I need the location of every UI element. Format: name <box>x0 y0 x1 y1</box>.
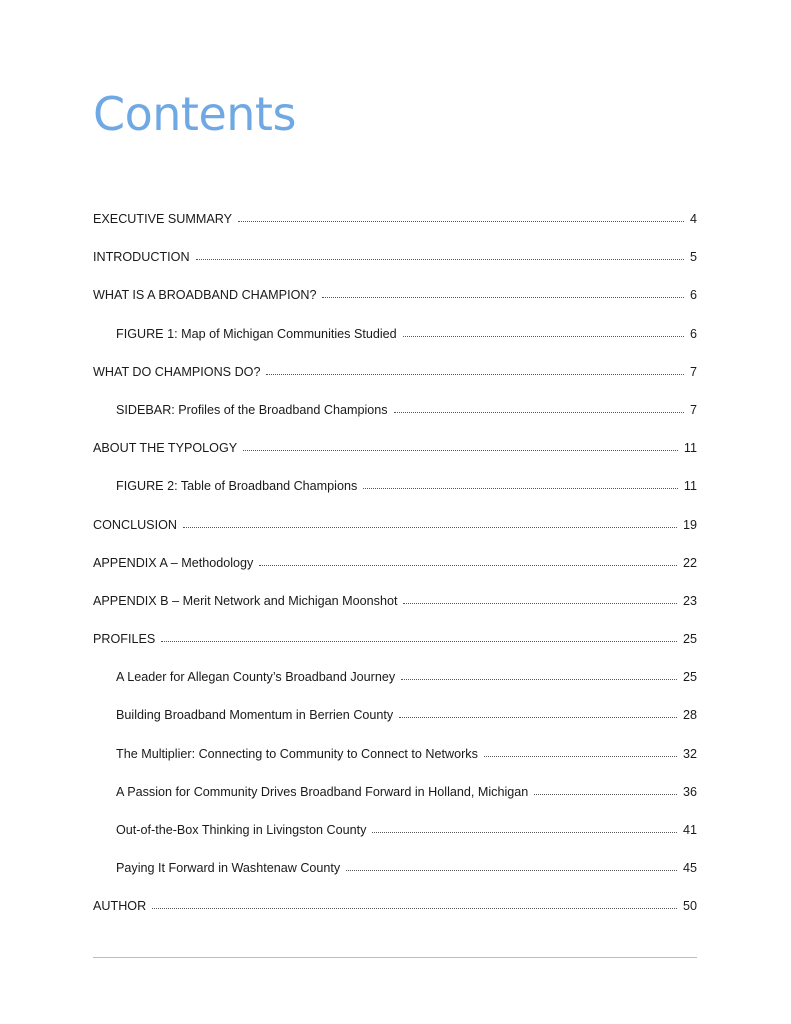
toc-entry-label: WHAT DO CHAMPIONS DO? <box>93 364 261 379</box>
toc-entry-label: FIGURE 1: Map of Michigan Communities Studied <box>116 326 397 341</box>
toc-entry-introduction[interactable] <box>93 247 697 285</box>
toc-entry-author[interactable] <box>93 896 697 934</box>
toc-entry-label: The Multiplier: Connecting to Community to Connect to Networks <box>116 746 478 761</box>
footer-divider <box>93 957 697 958</box>
toc-entry-label: CONCLUSION <box>93 517 177 532</box>
toc-page-number: 32 <box>682 746 697 761</box>
toc-page-number: 50 <box>682 899 697 914</box>
toc-entry-sidebar-profiles[interactable] <box>93 400 697 438</box>
toc-dot-leader <box>403 602 677 604</box>
toc-page-number: 7 <box>689 364 697 379</box>
toc-page-number: 28 <box>682 708 697 723</box>
toc-dot-leader <box>266 373 684 375</box>
toc-dot-leader <box>196 258 684 260</box>
toc-dot-leader <box>259 564 677 566</box>
toc-entry-label: A Leader for Allegan County’s Broadband Journey <box>116 670 396 685</box>
toc-entry-label: EXECUTIVE SUMMARY <box>93 212 233 226</box>
toc-page-number: 7 <box>689 402 697 417</box>
toc-entry-label: A Passion for Community Drives Broadband Forward in Holland, Michigan <box>116 784 529 799</box>
toc-page-number: 11 <box>683 479 697 494</box>
toc-entry-profile-berrien[interactable] <box>93 705 697 743</box>
toc-entry-what-do-champions-do[interactable] <box>93 362 697 400</box>
toc-dot-leader <box>346 869 677 871</box>
toc-dot-leader <box>394 411 684 413</box>
toc-entry-appendix-b[interactable] <box>93 591 697 629</box>
table-of-contents <box>93 209 697 935</box>
toc-entry-profile-allegan[interactable] <box>93 667 697 705</box>
toc-entry-label: APPENDIX A – Methodology <box>93 555 254 570</box>
toc-dot-leader <box>183 526 677 528</box>
toc-page-number: 11 <box>683 441 697 456</box>
toc-dot-leader <box>152 907 677 909</box>
toc-entry-label: Building Broadband Momentum in Berrien County <box>116 708 394 723</box>
toc-entry-appendix-a[interactable] <box>93 553 697 591</box>
toc-page-number: 6 <box>689 326 697 341</box>
toc-page-number: 45 <box>682 861 697 876</box>
toc-entry-label: APPENDIX B – Merit Network and Michigan Moonshot <box>93 593 398 608</box>
toc-page-number: 25 <box>682 670 697 685</box>
toc-entry-profile-livingston[interactable] <box>93 820 697 858</box>
toc-entry-figure-1[interactable] <box>93 324 697 362</box>
toc-dot-leader <box>403 335 684 337</box>
toc-dot-leader <box>534 793 677 795</box>
toc-page-number: 22 <box>682 555 697 570</box>
toc-page-number: 41 <box>682 823 697 837</box>
toc-entry-figure-2[interactable] <box>93 476 697 514</box>
toc-entry-label: PROFILES <box>93 632 156 647</box>
toc-entry-profile-washtenaw[interactable] <box>93 858 697 896</box>
toc-page-number: 5 <box>689 250 697 265</box>
toc-page-number: 23 <box>682 593 697 608</box>
toc-entry-label: WHAT IS A BROADBAND CHAMPION? <box>93 288 317 303</box>
toc-entry-what-is-a-broadband-champion[interactable] <box>93 285 697 323</box>
toc-page-number: 25 <box>682 632 697 647</box>
page-title: Contents <box>93 87 296 141</box>
toc-entry-label: SIDEBAR: Profiles of the Broadband Champions <box>116 402 388 417</box>
toc-entry-profile-holland[interactable] <box>93 782 697 820</box>
toc-dot-leader <box>401 678 677 680</box>
toc-dot-leader <box>399 716 677 718</box>
toc-entry-label: Paying It Forward in Washtenaw County <box>116 861 341 876</box>
toc-dot-leader <box>322 296 684 298</box>
toc-entry-executive-summary[interactable] <box>93 209 697 247</box>
toc-entry-label: Out-of-the-Box Thinking in Livingston County <box>116 823 367 837</box>
toc-page-number: 19 <box>682 517 697 532</box>
toc-entry-conclusion[interactable] <box>93 515 697 553</box>
toc-dot-leader <box>238 220 684 222</box>
toc-entry-label: ABOUT THE TYPOLOGY <box>93 441 238 456</box>
toc-entry-label: AUTHOR <box>93 899 147 914</box>
toc-dot-leader <box>161 640 677 642</box>
toc-page-number: 6 <box>689 288 697 303</box>
toc-dot-leader <box>243 449 678 451</box>
toc-dot-leader <box>372 831 677 833</box>
toc-entry-label: INTRODUCTION <box>93 250 190 265</box>
toc-entry-profile-multiplier[interactable] <box>93 744 697 782</box>
toc-dot-leader <box>484 755 677 757</box>
toc-entry-about-the-typology[interactable] <box>93 438 697 476</box>
toc-page-number: 4 <box>689 212 697 226</box>
toc-entry-profiles[interactable] <box>93 629 697 667</box>
toc-page-number: 36 <box>682 784 697 799</box>
toc-dot-leader <box>363 487 678 489</box>
toc-entry-label: FIGURE 2: Table of Broadband Champions <box>116 479 358 494</box>
